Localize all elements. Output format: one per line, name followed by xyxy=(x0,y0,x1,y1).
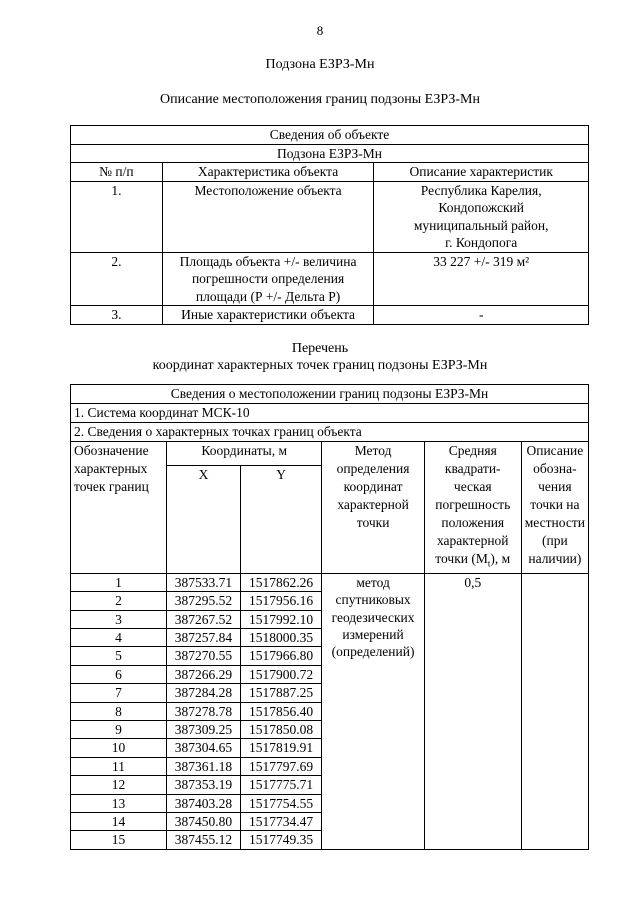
point-number: 9 xyxy=(71,720,167,738)
row-num: 1. xyxy=(71,181,163,252)
point-x: 387295.52 xyxy=(167,592,241,610)
point-number: 15 xyxy=(71,831,167,849)
object-table-subheader: Подзона ЕЗРЗ-Мн xyxy=(71,144,589,163)
point-number: 12 xyxy=(71,776,167,794)
point-y: 1517754.55 xyxy=(240,794,322,812)
row-desc xyxy=(374,181,589,252)
header-line: ческая xyxy=(453,479,492,494)
row-num: 3. xyxy=(71,306,163,325)
point-y: 1517856.40 xyxy=(240,702,322,720)
point-number: 10 xyxy=(71,739,167,757)
method-line: (определений) xyxy=(331,644,415,660)
point-y: 1517797.69 xyxy=(240,757,322,775)
table-row xyxy=(71,252,589,306)
method-line: метод xyxy=(356,574,390,590)
point-y: 1517749.35 xyxy=(240,831,322,849)
point-x: 387278.78 xyxy=(167,702,241,720)
desc-line: муниципальный район, xyxy=(413,217,549,233)
table-row xyxy=(71,573,589,591)
table-row xyxy=(71,306,589,325)
point-y: 1517966.80 xyxy=(240,647,322,665)
header-line xyxy=(428,550,518,573)
col-header-char: Характеристика объекта xyxy=(162,163,374,182)
error-cell: 0,5 xyxy=(424,573,521,849)
header-line: точек границ xyxy=(74,479,149,494)
header-line: характерных xyxy=(74,461,148,476)
col-header-x: X xyxy=(167,465,241,573)
header-line: местности xyxy=(524,515,585,530)
point-x: 387304.65 xyxy=(167,739,241,757)
row-char xyxy=(162,252,374,306)
point-number: 11 xyxy=(71,757,167,775)
point-x: 387533.71 xyxy=(167,573,241,591)
header-line: наличии) xyxy=(528,551,582,566)
object-info-table xyxy=(70,125,589,325)
method-line: измерений xyxy=(342,626,404,642)
object-table-header: Сведения об объекте xyxy=(71,126,589,145)
header-line: определения xyxy=(336,461,410,476)
point-y: 1517850.08 xyxy=(240,720,322,738)
point-x: 387257.84 xyxy=(167,628,241,646)
desc-line: г. Кондопога xyxy=(445,235,518,250)
point-number: 1 xyxy=(71,573,167,591)
method-line: геодезических xyxy=(331,609,415,625)
header-line: (при xyxy=(542,533,568,548)
method-cell xyxy=(322,573,424,849)
col-header-y: Y xyxy=(240,465,322,573)
point-x: 387309.25 xyxy=(167,720,241,738)
point-y: 1517992.10 xyxy=(240,610,322,628)
list-heading-line: Перечень xyxy=(291,341,349,356)
col-header-error xyxy=(424,442,521,574)
point-x: 387361.18 xyxy=(167,757,241,775)
row-char: Местоположение объекта xyxy=(162,181,374,252)
header-line: квадрати- xyxy=(444,461,501,476)
header-text: точки (M xyxy=(435,551,488,566)
header-line: Описание xyxy=(526,443,584,458)
point-number: 2 xyxy=(71,592,167,610)
point-y: 1517862.26 xyxy=(240,573,322,591)
header-line: положения xyxy=(441,515,505,530)
header-line: Средняя xyxy=(448,443,497,458)
header-line: координат xyxy=(343,479,403,494)
point-y: 1517819.91 xyxy=(240,739,322,757)
point-y: 1517775.71 xyxy=(240,776,322,794)
coord-table-header: Сведения о местоположении границ подзоны ЕЗРЗ-Мн xyxy=(71,385,589,404)
row-char: Иные характеристики объекта xyxy=(162,306,374,325)
point-number: 13 xyxy=(71,794,167,812)
desc-line: Республика Карелия, xyxy=(420,182,542,198)
header-line: погрешность xyxy=(435,497,511,512)
header-line: чения xyxy=(538,479,572,494)
point-y: 1517734.47 xyxy=(240,812,322,830)
coord-section: 2. Сведения о характерных точках границ объекта xyxy=(71,423,589,442)
col-header-point xyxy=(71,442,167,574)
point-number: 8 xyxy=(71,702,167,720)
row-desc: - xyxy=(374,306,589,325)
desc-line: Кондопожский xyxy=(438,200,525,215)
desc-cell xyxy=(521,573,588,849)
col-header-num: № п/п xyxy=(71,163,163,182)
point-number: 5 xyxy=(71,647,167,665)
row-desc: 33 227 +/- 319 м² xyxy=(374,252,589,306)
point-y: 1517956.16 xyxy=(240,592,322,610)
point-number: 4 xyxy=(71,628,167,646)
point-y: 1517900.72 xyxy=(240,665,322,683)
col-header-coords: Координаты, м xyxy=(167,442,322,466)
col-header-desc: Описание характеристик xyxy=(374,163,589,182)
header-line: Обозначение xyxy=(74,443,149,458)
col-header-method xyxy=(322,442,424,574)
point-x: 387403.28 xyxy=(167,794,241,812)
point-number: 3 xyxy=(71,610,167,628)
point-x: 387270.55 xyxy=(167,647,241,665)
point-y: 1517887.25 xyxy=(240,684,322,702)
method-line: спутниковых xyxy=(335,592,411,608)
point-number: 14 xyxy=(71,812,167,830)
table-row xyxy=(71,181,589,252)
point-number: 7 xyxy=(71,684,167,702)
point-x: 387450.80 xyxy=(167,812,241,830)
char-line: Площадь объекта +/- величина xyxy=(179,253,357,269)
header-line: характерной xyxy=(436,533,509,548)
subscript: t xyxy=(487,558,491,569)
point-x: 387353.19 xyxy=(167,776,241,794)
col-header-desc xyxy=(521,442,588,574)
point-x: 387455.12 xyxy=(167,831,241,849)
row-num: 2. xyxy=(71,252,163,306)
header-text: ), м xyxy=(490,551,511,566)
header-line: обозна- xyxy=(533,461,577,476)
char-line: площади (Р +/- Дельта Р) xyxy=(195,288,341,304)
header-line: точки xyxy=(356,515,390,530)
point-x: 387266.29 xyxy=(167,665,241,683)
char-line: погрешности определения xyxy=(191,271,345,286)
point-x: 387284.28 xyxy=(167,684,241,702)
page-subtitle: Описание местоположения границ подзоны ЕЗРЗ-Мн xyxy=(159,92,480,107)
coordinates-table xyxy=(70,384,589,850)
header-line: точки на xyxy=(530,497,580,512)
point-number: 6 xyxy=(71,665,167,683)
header-line: Метод xyxy=(354,443,392,458)
point-x: 387267.52 xyxy=(167,610,241,628)
header-line: характерной xyxy=(337,497,409,512)
list-heading xyxy=(0,340,640,374)
list-heading-line: координат характерных точек границ подзоны ЕЗРЗ-Мн xyxy=(152,358,488,373)
page-number: 8 xyxy=(316,23,324,38)
coord-system: 1. Система координат МСК-10 xyxy=(71,404,589,423)
page-title: Подзона ЕЗРЗ-Мн xyxy=(265,57,375,72)
point-y: 1518000.35 xyxy=(240,628,322,646)
